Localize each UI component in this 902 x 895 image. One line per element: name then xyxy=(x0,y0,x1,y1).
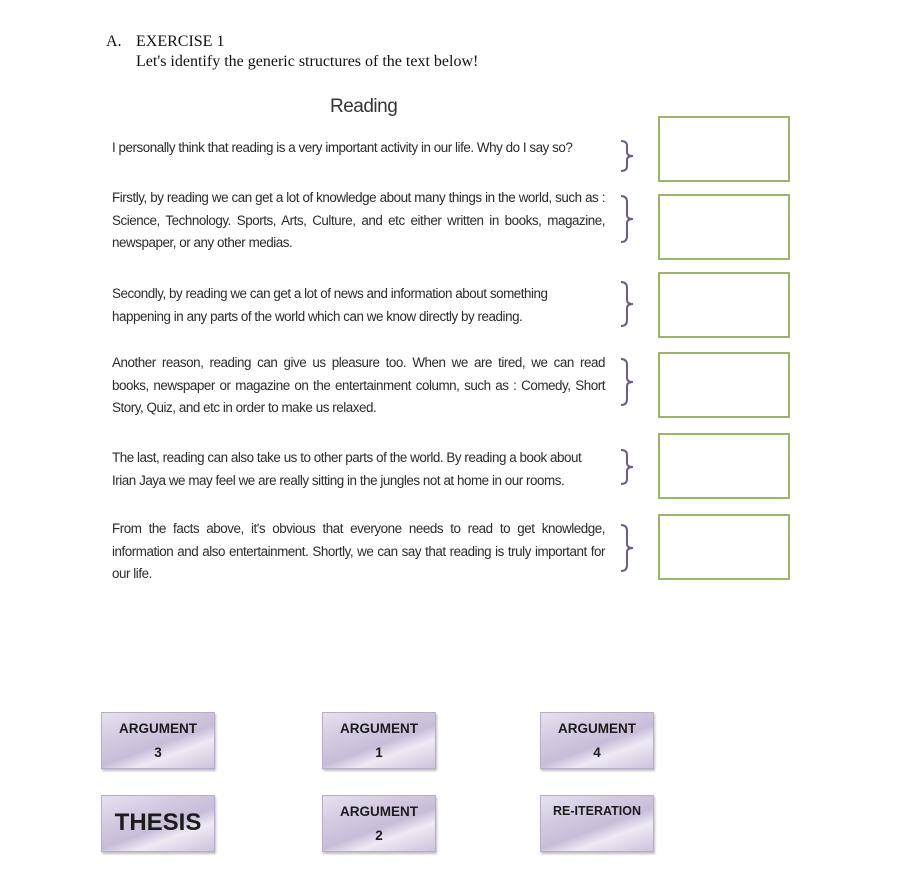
card-label: THESIS xyxy=(114,809,202,836)
answer-box-1[interactable] xyxy=(658,116,790,182)
paragraph-argument-1: Firstly, by reading we can get a lot of knowledge about many things in the world, such as : Science, Technology. Sports, Arts, Culture, and etc either written in books, magazine, newspaper, or any other medias. xyxy=(112,190,605,250)
card-label: ARGUMENT xyxy=(558,721,636,736)
card-number: 1 xyxy=(375,745,383,760)
answer-box-2[interactable] xyxy=(658,194,790,260)
card-argument-2[interactable] xyxy=(322,795,436,852)
brace-icon xyxy=(619,523,635,573)
exercise-title: EXERCISE 1 xyxy=(136,33,225,50)
brace-icon xyxy=(619,194,635,244)
brace-icon xyxy=(619,139,635,173)
card-argument-3[interactable] xyxy=(101,712,215,769)
card-label: RE-ITERATION xyxy=(553,804,641,818)
card-re-iteration[interactable] xyxy=(540,795,654,852)
paragraph-thesis: I personally think that reading is a very important activity in our life. Why do I say so? xyxy=(112,140,573,155)
exercise-instruction: Let's identify the generic structures of the text below! xyxy=(136,53,479,70)
paragraph-argument-3: Another reason, reading can give us pleasure too. When we are tired, we can read books, newspaper or magazine on the entertainment column, such as : Comedy, Short Story, Quiz, and etc in order to make us relaxed. xyxy=(112,355,605,415)
answer-box-5[interactable] xyxy=(658,433,790,499)
card-thesis[interactable] xyxy=(101,795,215,852)
brace-icon xyxy=(619,280,635,328)
exercise-heading xyxy=(106,33,224,51)
card-argument-1[interactable] xyxy=(322,712,436,769)
paragraph-reiteration: From the facts above, it's obvious that everyone needs to read to get knowledge, information and also entertainment. Shortly, we can say that reading is truly important for our life. xyxy=(112,521,605,581)
answer-box-4[interactable] xyxy=(658,352,790,418)
card-argument-4[interactable] xyxy=(540,712,654,769)
card-label: ARGUMENT xyxy=(340,721,418,736)
paragraph-argument-2: Secondly, by reading we can get a lot of news and information about something happening in any parts of the world which can we know directly by reading. xyxy=(112,286,548,324)
card-number: 3 xyxy=(154,745,162,760)
answer-box-3[interactable] xyxy=(658,272,790,338)
brace-icon xyxy=(619,448,635,486)
brace-icon xyxy=(619,357,635,407)
card-label: ARGUMENT xyxy=(340,804,418,819)
paragraph-argument-4: The last, reading can also take us to other parts of the world. By reading a book about Irian Jaya we may feel we are really sitting in the jungles not at home in our rooms. xyxy=(112,450,582,488)
card-number: 2 xyxy=(375,828,383,843)
card-label: ARGUMENT xyxy=(119,721,197,736)
text-title: Reading xyxy=(330,96,398,117)
card-number: 4 xyxy=(593,745,601,760)
answer-box-6[interactable] xyxy=(658,514,790,580)
section-letter: A. xyxy=(106,33,122,50)
